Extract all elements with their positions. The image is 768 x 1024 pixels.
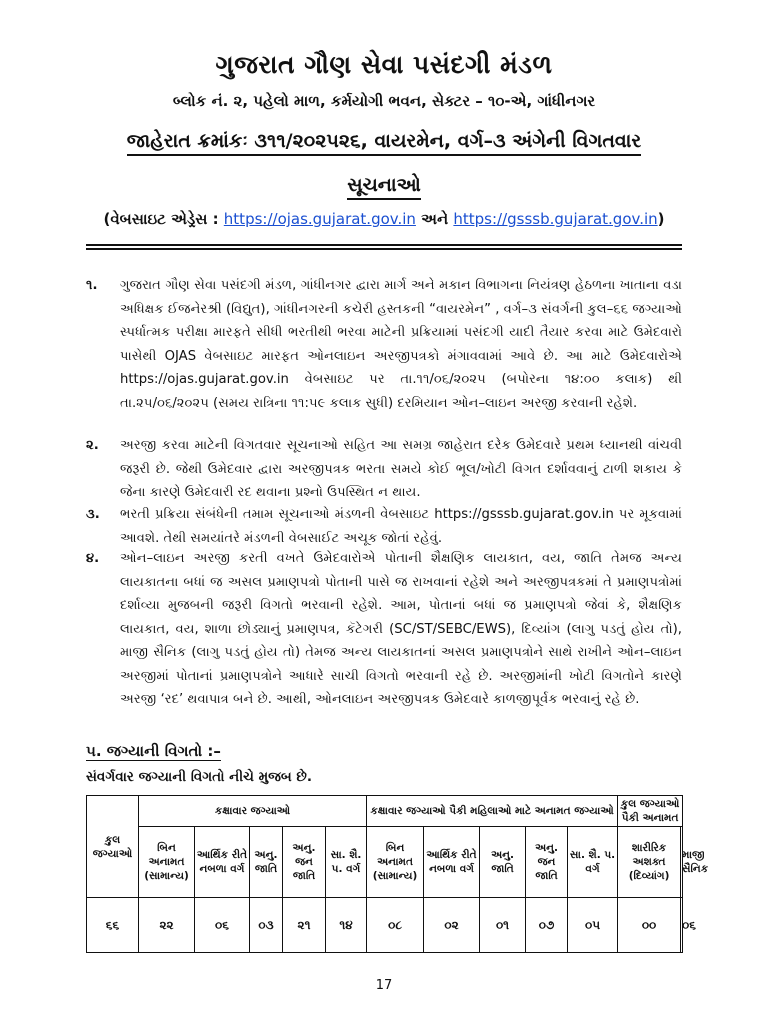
page-title: ગુજરાત ગૌણ સેવા પસંદગી મંડળ [215,50,553,79]
table-cell: ૧૪ [326,898,367,953]
table-row [87,898,683,953]
website-suffix: ) [657,210,665,228]
website-prefix: (વેબસાઇટ એડ્રેસ : [103,210,224,228]
col-header: અનુ. જાતિ [480,827,526,898]
total-vacancies-header: કુલ જગ્યાઓ [87,796,139,898]
table-cell: ૦૧ [480,898,526,953]
instruction-paragraph-1 [86,274,682,415]
col-header: સા. શૈ. પ. વર્ગ [568,827,618,898]
col-header: માજી સૈનિક [681,827,683,898]
table-cell: ૦૫ [568,898,618,953]
advertisement-title-line2: સૂચનાઓ [0,174,768,196]
total-reserved-header: કુલ જગ્યાઓ પૈકી અનામત [618,796,683,827]
header-divider-bottom [86,248,682,250]
col-header: અનુ. જન જાતિ [283,827,326,898]
header-divider-top [86,244,682,246]
paragraph-text: ઓન–લાઇન અરજી કરતી વખતે ઉમેદવારોએ પોતાની શૈક્ષણિક લાયકાત, વય, જાતિ તેમજ અન્ય લાયકાતના બધાં જ અસલ પ્રમાણપત્રો પોતાની પાસે જ રાખવાનાં રહેશે અને અરજીપત્રકમાં તે પ્રમાણપત્રોમાં દર્શાવ્યા મુજબની જરૂરી વિગતો ભરવાની રહેશે. આમ, પોતાનાં બધાં જ પ્રમાણપત્રો જેવાં કે, શૈક્ષણિક લાયકાત, વય, શાળા છોડ્યાનું પ્રમાણપત્ર, કૅટેગરી (SC/ST/SEBC/EWS), દિવ્યાંગ (લાગુ પડતું હોય તો), માજી સૈનિક (લાગુ પડતું હોય તો) તેમજ અન્ય લાયકાતનાં અસલ પ્રમાણપત્રોને સાથે રાખીને ઓન–લાઇન અરજીમાં પોતાનાં પ્રમાણપત્રોને આધારે સાચી વિગતો ભરવાની રહે છે. અરજીમાંની ખોટી વિગતોને કારણે અરજી ‘રદ’ થવાપાત્ર બને છે. આથી, ઓનલાઇન અરજીપત્રક ઉમેદવારે કાળજીપૂર્વક ભરવાનું રહે છે. [120,551,682,707]
section-5-heading: ૫. જગ્યાની વિગતો :– [86,742,221,760]
col-header: આર્થિક રીતે નબળા વર્ગ [424,827,480,898]
table-header-row-1 [87,796,683,827]
vacancy-table [86,795,709,953]
paragraph-text: ગુજરાત ગૌણ સેવા પસંદગી મંડળ, ગાંધીનગર દ્વારા માર્ગ અને મકાન વિભાગના નિયંત્રણ હેઠળના ખાતાના વડા અધિક્ષક ઈજનેરશ્રી (વિદ્યુત), ગાંધીનગરની કચેરી હસ્તકની “વાયરમેન” , વર્ગ–૩ સંવર્ગની કુલ–૬૬ જગ્યાઓ સ્પર્ધાત્મક પરીક્ષા મારફતે સીધી ભરતીથી ભરવા માટેની પ્રક્રિયામાં પસંદગી યાદી તૈયાર કરવા માટે ઉમેદવારો પાસેથી OJAS વેબસાઇટ મારફત ઓનલાઇન અરજીપત્રકો મંગાવવામાં આવે છે. આ માટે ઉમેદવારોએ https://ojas.gujarat.gov.in વેબસાઇટ પર તા.૧૧/૦૬/૨૦૨૫ (બપોરના ૧૪:૦૦ કલાક) થી તા.૨૫/૦૬/૨૦૨૫ (સમય રાત્રિના ૧૧:૫૯ કલાક સુધી) દરમિયાન ઓન–લાઇન અરજી કરવાની રહેશે. [120,278,682,411]
col-header: અનુ. જન જાતિ [526,827,568,898]
website-address [0,210,768,228]
table-cell: ૦૩ [250,898,283,953]
paragraph-number: ૨. [86,438,99,453]
office-address: બ્લોક નં. ૨, પહેલો માળ, કર્મયોગી ભવન, સેક્ટર – ૧૦-એ, ગાંધીનગર [172,92,596,110]
table-cell: ૦૦ [618,898,681,953]
paragraph-number: ૩. [86,507,100,522]
paragraph-text: ભરતી પ્રક્રિયા સંબંધેની તમામ સૂચનાઓ મંડળની વેબસાઇટ https://gsssb.gujarat.gov.in પર મૂકવામાં આવશે. તેથી સમયાંતરે મંડળની વેબસાઈટ અચૂક જોતાં રહેવું. [120,507,682,546]
table-cell: ૬૬ [87,898,139,953]
table-cell: ૦૮ [367,898,424,953]
website-and: અને [415,210,454,228]
ojas-link[interactable]: https://ojas.gujarat.gov.in [223,210,416,228]
table-cell: ૦૬ [195,898,250,953]
section-5-subheading: સંવર્ગવાર જગ્યાની વિગતો નીચે મુજબ છે. [86,769,312,785]
col-header: સા. શૈ. પ. વર્ગ [326,827,367,898]
table-cell: ૦૬ [681,898,683,953]
table-cell: ૦૭ [526,898,568,953]
table-cell: ૦૨ [424,898,480,953]
col-header: અનુ. જાતિ [250,827,283,898]
category-vacancies-header: કક્ષાવાર જગ્યાઓ [139,796,367,827]
page-number: 17 [375,978,393,993]
women-reserved-header: કક્ષાવાર જગ્યાઓ પૈકી મહિલાઓ માટે અનામત જગ્યાઓ [367,796,618,827]
table-cell: ૨૨ [139,898,195,953]
advertisement-title-line1: જાહેરાત ક્રમાંકઃ ૩૧૧/૨૦૨૫૨૬, વાયરમેન, વર્ગ–૩ અંગેની વિગતવાર [0,130,768,152]
col-header: બિન અનામત (સામાન્ય) [367,827,424,898]
instruction-paragraph-2 [86,434,682,505]
instruction-paragraph-4 [86,547,682,712]
instruction-paragraph-3 [86,503,682,550]
col-header: આર્થિક રીતે નબળા વર્ગ [195,827,250,898]
col-header: શારીરિક અશક્ત (દિવ્યાંગ) [618,827,681,898]
paragraph-number: ૪. [86,551,100,566]
paragraph-text: અરજી કરવા માટેની વિગતવાર સૂચનાઓ સહિત આ સમગ્ર જાહેરાત દરેક ઉમેદવારે પ્રથમ ધ્યાનથી વાંચવી જરૂરી છે. જેથી ઉમેદવાર દ્વારા અરજીપત્રક ભરતા સમયે કોઈ ભૂલ/ખોટી વિગત દર્શાવવાનું ટાળી શકાય કે જેના કારણે ઉમેદવારી રદ થવાના પ્રશ્નો ઉપસ્થિત ન થાય. [120,438,682,500]
table-cell: ૨૧ [283,898,326,953]
paragraph-number: ૧. [86,278,98,293]
table-header-row-2 [87,827,683,898]
gsssb-link[interactable]: https://gsssb.gujarat.gov.in [453,210,658,228]
col-header: બિન અનામત (સામાન્ય) [139,827,195,898]
